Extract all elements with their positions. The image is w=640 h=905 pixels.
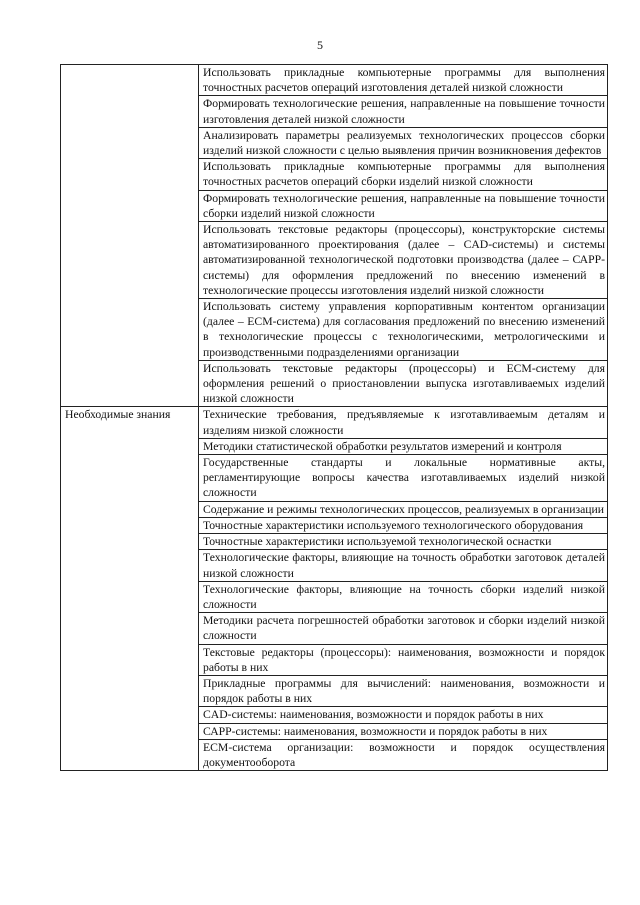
requirement-text-cell: САРР-системы: наименования, возможности и порядок работы в них — [199, 723, 608, 739]
requirement-text-cell: Технологические факторы, влияющие на точность сборки изделий низкой сложности — [199, 581, 608, 612]
requirement-text-cell: Прикладные программы для вычислений: наименования, возможности и порядок работы в них — [199, 675, 608, 706]
requirement-text-cell: Методики расчета погрешностей обработки заготовок и сборки изделий низкой сложности — [199, 613, 608, 644]
requirement-text-cell: Использовать прикладные компьютерные программы для выполнения точностных расчетов операций изготовления деталей низкой сложности — [199, 65, 608, 96]
requirement-text-cell: Текстовые редакторы (процессоры): наименования, возможности и порядок работы в них — [199, 644, 608, 675]
requirement-text-cell: Содержание и режимы технологических процессов, реализуемых в организации — [199, 501, 608, 517]
requirement-text-cell: Формировать технологические решения, направленные на повышение точности сборки изделий низкой сложности — [199, 190, 608, 221]
requirement-text-cell: Использовать текстовые редакторы (процессоры) и ЕСМ-систему для оформления решений о приостановлении выпуска изготавливаемых изделий низкой сложности — [199, 360, 608, 407]
requirement-text-cell: Технические требования, предъявляемые к изготавливаемым деталям и изделиям низкой сложности — [199, 407, 608, 438]
section-label-cell: Необходимые знания — [61, 407, 199, 771]
requirement-text-cell: Использовать прикладные компьютерные программы для выполнения точностных расчетов операций сборки изделий низкой сложности — [199, 159, 608, 190]
table-row — [61, 407, 608, 438]
page-number: 5 — [317, 38, 323, 52]
requirement-text-cell: Государственные стандарты и локальные нормативные акты, регламентирующие вопросы качества изготавливаемых изделий низкой сложности — [199, 455, 608, 502]
section-label-cell — [61, 65, 199, 407]
requirements-table — [60, 64, 608, 771]
table-row — [61, 65, 608, 96]
requirement-text-cell: Точностные характеристики используемой технологической оснастки — [199, 534, 608, 550]
table-body — [61, 65, 608, 771]
requirement-text-cell: Методики статистической обработки результатов измерений и контроля — [199, 438, 608, 454]
requirement-text-cell: Использовать текстовые редакторы (процессоры), конструкторские системы автоматизированного проектирования (далее – CAD-системы) и системы автоматизированной технологической подготовки производства (далее – САРР-системы) для оформления предложений по внесению изменений в технологические процессы изготовления изделий низкой сложности — [199, 222, 608, 299]
requirement-text-cell: Использовать систему управления корпоративным контентом организации (далее – ЕСМ-система) для согласования предложений по внесению изменений в технологические процессы с технологическими, метрологическими и производственными подразделениями организации — [199, 299, 608, 361]
requirement-text-cell: ЕСМ-система организации: возможности и порядок осуществления документооборота — [199, 739, 608, 770]
requirement-text-cell: Точностные характеристики используемого технологического оборудования — [199, 517, 608, 533]
requirement-text-cell: Анализировать параметры реализуемых технологических процессов сборки изделий низкой сложности с целью выявления причин возникновения дефектов — [199, 127, 608, 158]
requirement-text-cell: Формировать технологические решения, направленные на повышение точности изготовления деталей низкой сложности — [199, 96, 608, 127]
requirement-text-cell: Технологические факторы, влияющие на точность обработки заготовок деталей низкой сложности — [199, 550, 608, 581]
requirement-text-cell: CAD-системы: наименования, возможности и порядок работы в них — [199, 707, 608, 723]
